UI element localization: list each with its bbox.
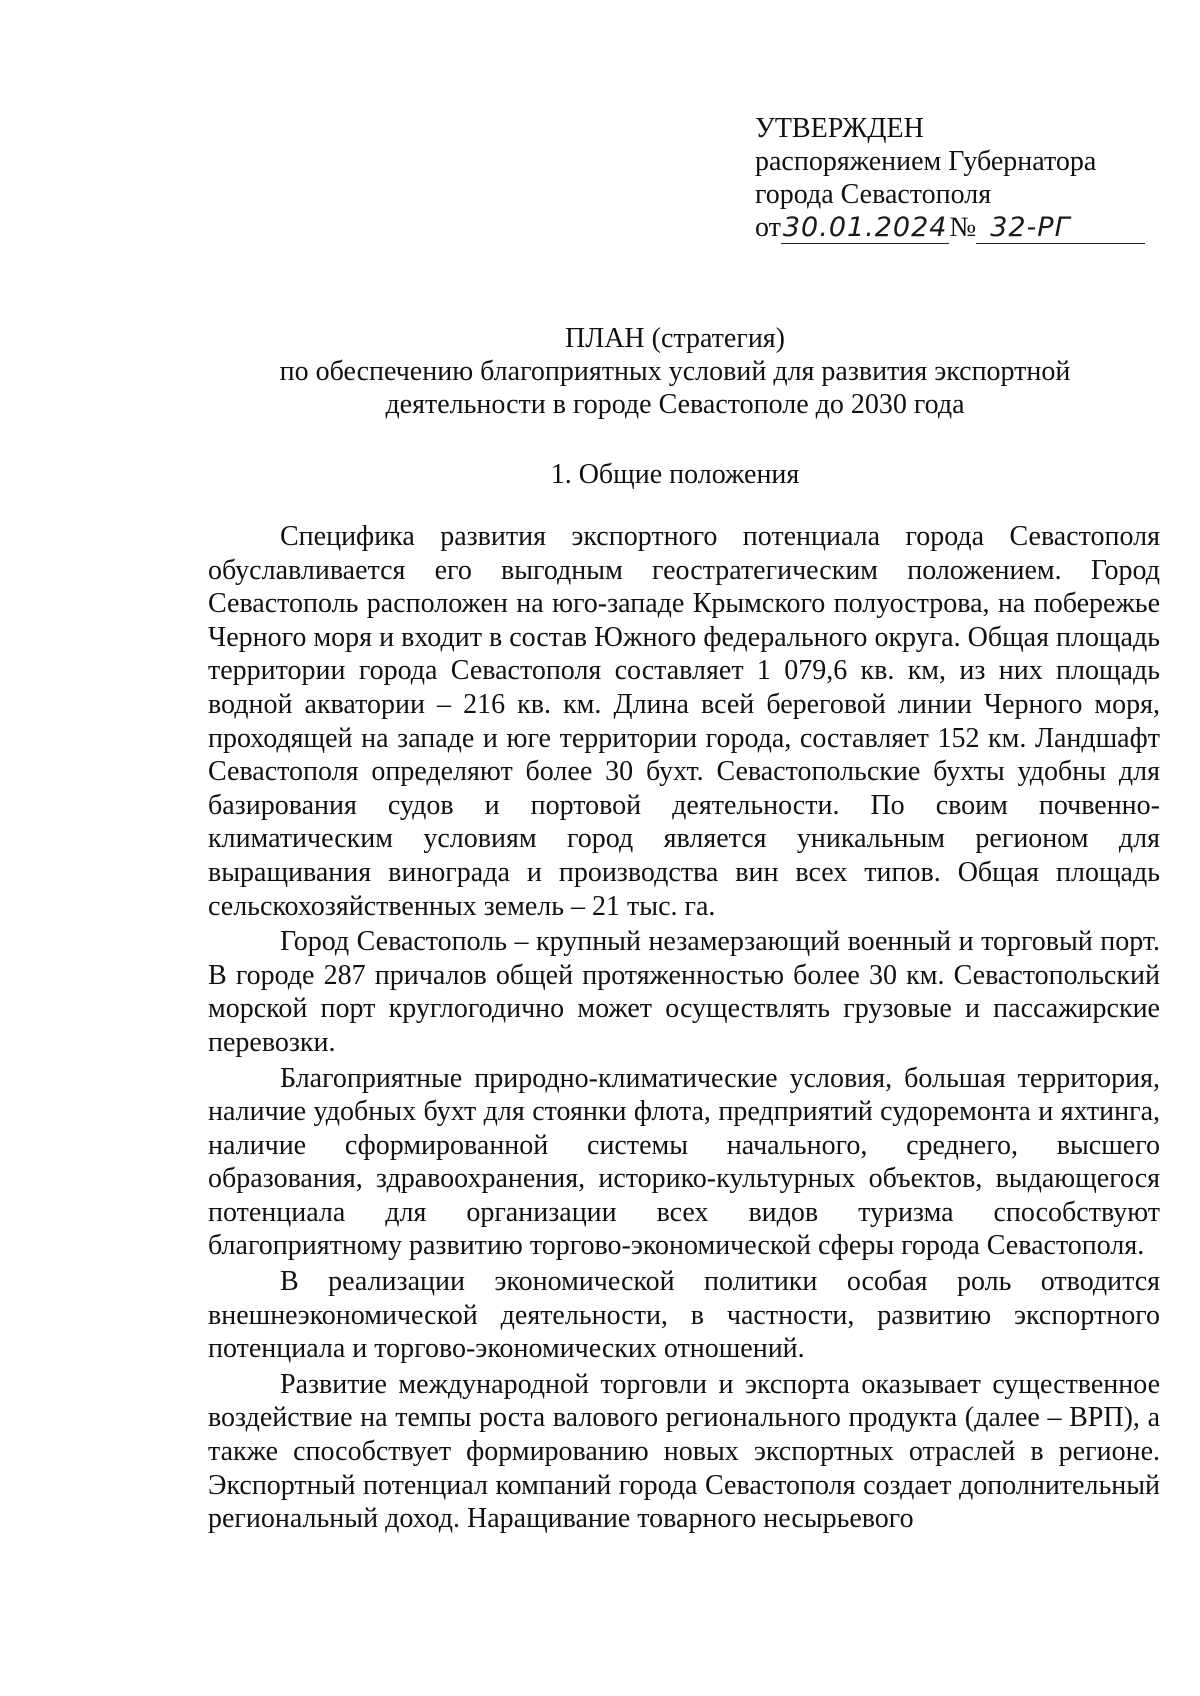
section-heading: 1. Общие положения bbox=[550, 459, 800, 490]
approval-line-1: распоряжением Губернатора bbox=[755, 146, 1097, 177]
number-sign: № bbox=[949, 212, 977, 243]
paragraph-2: Город Севастополь – крупный незамерзающий военный и торговый порт. В городе 287 причалов общей протяженностью более 30 км. Севастопольский морской порт круглогодично может осуществлять грузовые и пассажирские перевозки. bbox=[208, 926, 1160, 1058]
document-subtitle-line-2: деятельности в городе Севастополе до 2030 года bbox=[385, 389, 965, 420]
paragraph-5: Развитие международной торговли и экспорта оказывает существенное воздействие на темпы роста валового регионального продукта (далее – ВРП), а также способствует формированию новых экспортных отраслей в регионе. Экспортный потенциал компаний города Севастополя создает дополнительный региональный доход. Наращивание товарного несырьевого bbox=[208, 1368, 1160, 1535]
document-title: ПЛАН (стратегия) bbox=[564, 323, 786, 354]
document-subtitle-line-1: по обеспечению благоприятных условий для развития экспортной bbox=[279, 356, 1071, 387]
approval-line-2: города Севастополя bbox=[755, 179, 992, 210]
handwritten-number: 32-РГ bbox=[976, 213, 1145, 244]
approval-date-line bbox=[755, 211, 1145, 244]
handwritten-date: 30.01.2024 bbox=[782, 212, 948, 243]
paragraph-4: В реализации экономической политики особая роль отводится внешнеэкономической деятельности, в частности, развитию экспортного потенциала и торгово-экономических отношений. bbox=[208, 1266, 1160, 1365]
approval-stamp bbox=[755, 112, 1145, 244]
date-prefix: от bbox=[755, 212, 781, 243]
paragraph-3: Благоприятные природно-климатические условия, большая территория, наличие удобных бухт для стоянки флота, предприятий судоремонта и яхтинга, наличие сформированной системы начального, среднего, высшего образования, здравоохранения, историко-культурных объектов, выдающегося потенциала для организации всех видов туризма способствуют благоприятному развитию торгово-экономической сферы города Севастополя. bbox=[208, 1062, 1160, 1262]
body-text bbox=[208, 520, 1160, 1536]
document-title-block bbox=[205, 322, 1145, 421]
paragraph-1: Специфика развития экспортного потенциала города Севастополя обуславливается его выгодным геостратегическим положением. Город Севастополь расположен на юго-западе Крымского полуострова, на побережье Черного моря и входит в состав Южного федерального округа. Общая площадь территории города Севастополя составляет 1 079,6 кв. км, из них площадь водной акватории – 216 кв. км. Длина всей береговой линии Черного моря, проходящей на западе и юге территории города, составляет 152 км. Ландшафт Севастополя определяют более 30 бухт. Севастопольские бухты удобны для базирования судов и портовой деятельности. По своим почвенно-климатическим условиям город является уникальным регионом для выращивания винограда и производства вин всех типов. Общая площадь сельскохозяйственных земель – 21 тыс. га. bbox=[208, 521, 1160, 922]
approval-heading: УТВЕРЖДЕН bbox=[755, 113, 924, 144]
